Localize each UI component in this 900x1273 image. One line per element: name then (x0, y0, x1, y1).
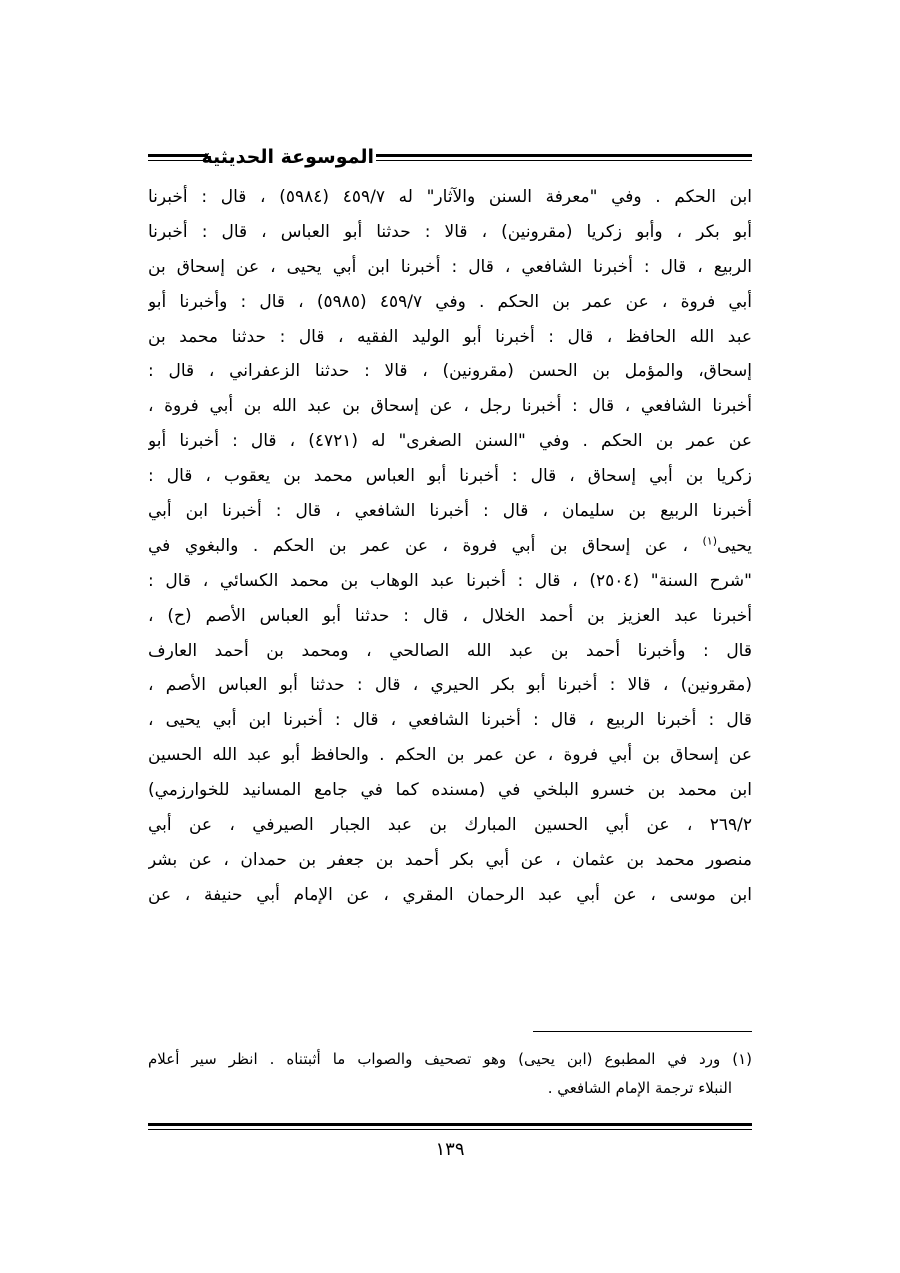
text-line: أبي فروة ، عن عمر بن الحكم . وفي ٤٥٩/٧ (٥٩٨٥) ، قال : وأخبرنا أبو (148, 291, 752, 312)
header-rule-right (376, 154, 752, 161)
text-line-rest: ، عن إسحاق بن أبي فروة ، عن عمر بن الحكم . والبغوي في (148, 535, 688, 556)
text-line: ابن الحكم . وفي "معرفة السنن والآثار" له ٤٥٩/٧ (٥٩٨٤) ، قال : أخبرنا (148, 187, 752, 207)
page-number: ١٣٩ (435, 1139, 465, 1160)
text-line: أخبرنا عبد العزيز بن أحمد الخلال ، قال : حدثنا أبو العباس الأصم (ح) ، (148, 605, 752, 626)
footnote-separator (533, 1031, 752, 1032)
footnote-reference: (١) (702, 534, 717, 548)
text-line: "شرح السنة" (٢٥٠٤) ، قال : أخبرنا عبد الوهاب بن محمد الكسائي ، قال : (148, 570, 752, 591)
text-line: ابن موسى ، عن أبي عبد الرحمان المقري ، عن الإمام أبي حنيفة ، عن (148, 884, 752, 905)
text-line: قال : أخبرنا الربيع ، قال : أخبرنا الشافعي ، قال : أخبرنا ابن أبي يحيى ، (148, 710, 752, 731)
header-rule-left (148, 154, 208, 161)
footnote-line: النبلاء ترجمة الإمام الشافعي . (547, 1079, 732, 1097)
text-line: عبد الله الحافظ ، قال : أخبرنا أبو الوليد الفقيه ، قال : حدثنا محمد بن (148, 326, 752, 347)
page-header (148, 140, 752, 180)
main-text (148, 180, 752, 913)
text-line: أبو بكر ، وأبو زكريا (مقرونين) ، قالا : حدثنا أبو العباس ، قال : أخبرنا (148, 221, 752, 242)
text-line: منصور محمد بن عثمان ، عن أبي بكر أحمد بن جعفر بن حمدان ، عن بشر (148, 849, 752, 870)
text-line: أخبرنا الشافعي ، قال : أخبرنا رجل ، عن إسحاق بن عبد الله بن أبي فروة ، (148, 396, 752, 417)
text-line: قال : وأخبرنا أحمد بن عبد الله الصالحي ، ومحمد بن أحمد العارف (148, 640, 752, 661)
text-line: عن عمر بن الحكم . وفي "السنن الصغرى" له (٤٧٢١) ، قال : أخبرنا أبو (148, 431, 752, 452)
text-line: عن إسحاق بن أبي فروة ، عن عمر بن الحكم . والحافظ أبو عبد الله الحسين (148, 745, 752, 766)
footnotes (148, 1045, 752, 1103)
text-line: الربيع ، قال : أخبرنا الشافعي ، قال : أخبرنا ابن أبي يحيى ، عن إسحاق بن (148, 256, 752, 277)
running-title: الموسوعة الحديثية (201, 146, 374, 168)
footnote-line: (١) ورد في المطبوع (ابن يحيى) وهو تصحيف والصواب ما أثبتناه . انظر سير أعلام (148, 1050, 752, 1068)
footer-rule (148, 1123, 752, 1130)
text-line: أخبرنا الربيع بن سليمان ، قال : أخبرنا الشافعي ، قال : أخبرنا ابن أبي (148, 501, 752, 522)
text-line-with-footnote (148, 529, 752, 564)
word-yahya: يحيى (716, 535, 752, 556)
text-line: (مقرونين) ، قالا : أخبرنا أبو بكر الحيري ، قال : حدثنا أبو العباس الأصم ، (148, 675, 752, 696)
text-line: ابن محمد بن خسرو البلخي في (مسنده كما في جامع المسانيد للخوارزمي) (148, 780, 752, 801)
text-line: ٢٦٩/٢ ، عن أبي الحسين المبارك بن عبد الجبار الصيرفي ، عن أبي (148, 815, 752, 836)
text-line: زكريا بن أبي إسحاق ، قال : أخبرنا أبو العباس محمد بن يعقوب ، قال : (148, 466, 752, 487)
text-line: إسحاق، والمؤمل بن الحسن (مقرونين) ، قالا : حدثنا الزعفراني ، قال : (148, 361, 752, 382)
